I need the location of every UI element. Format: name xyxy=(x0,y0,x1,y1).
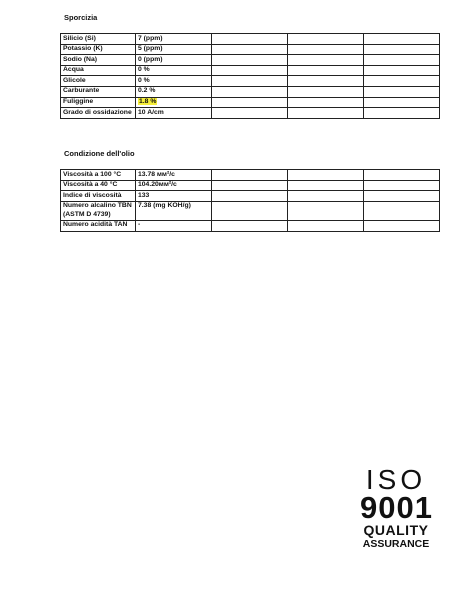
table-cell xyxy=(212,44,288,55)
table-cell xyxy=(364,65,440,76)
table-cell: 5 (ppm) xyxy=(136,44,212,55)
section-title-oil-condition: Condizione dell'olio xyxy=(64,149,135,158)
table-cell: 104.20мм²/с xyxy=(136,180,212,191)
table-cell xyxy=(364,191,440,202)
logo-iso-text: ISO xyxy=(365,464,427,495)
table-cell xyxy=(212,180,288,191)
table-cell: Fuliggine xyxy=(61,97,136,108)
table-row xyxy=(61,86,440,97)
highlighted-value: 1.8 % xyxy=(139,98,157,106)
table-row xyxy=(61,191,440,202)
table-cell xyxy=(288,55,364,66)
table-cell xyxy=(288,65,364,76)
table-cell xyxy=(288,86,364,97)
table-cell: 7 (ppm) xyxy=(136,34,212,45)
table-cell xyxy=(288,220,364,231)
table-cell xyxy=(212,65,288,76)
oil-condition-table xyxy=(60,169,440,232)
table-cell xyxy=(364,55,440,66)
table-row xyxy=(61,76,440,87)
table-cell: Silicio (Si) xyxy=(61,34,136,45)
table-cell xyxy=(364,180,440,191)
table-row xyxy=(61,55,440,66)
table-cell xyxy=(364,76,440,87)
table-cell xyxy=(136,97,212,108)
logo-assurance-text: ASSURANCE xyxy=(362,538,430,550)
table-cell: 0 (ppm) xyxy=(136,55,212,66)
table-cell xyxy=(212,76,288,87)
table-cell xyxy=(212,108,288,119)
table-cell xyxy=(364,86,440,97)
table-cell xyxy=(364,201,440,220)
table-cell: 10 A/cm xyxy=(136,108,212,119)
table-cell xyxy=(212,170,288,181)
table-cell: Sodio (Na) xyxy=(61,55,136,66)
table-cell xyxy=(288,201,364,220)
table-cell: 0 % xyxy=(136,76,212,87)
table-cell xyxy=(364,220,440,231)
logo-9001-text: 9001 xyxy=(360,490,433,525)
table-cell xyxy=(212,191,288,202)
table-cell xyxy=(288,170,364,181)
table-cell: Grado di ossidazione xyxy=(61,108,136,119)
table-cell: Numero acidità TAN xyxy=(61,220,136,231)
table-cell: 13.78 мм²/с xyxy=(136,170,212,181)
table-cell xyxy=(364,108,440,119)
table-cell: Viscosità a 100 °C xyxy=(61,170,136,181)
table-cell xyxy=(288,108,364,119)
table-cell xyxy=(212,220,288,231)
table-cell: Indice di viscosità xyxy=(61,191,136,202)
table-cell: 0.2 % xyxy=(136,86,212,97)
table-cell: Viscosità a 40 °C xyxy=(61,180,136,191)
table-cell xyxy=(364,170,440,181)
table-row xyxy=(61,180,440,191)
table-cell xyxy=(364,44,440,55)
table-row xyxy=(61,97,440,108)
table-cell: Glicole xyxy=(61,76,136,87)
table-cell xyxy=(364,34,440,45)
table-cell xyxy=(212,34,288,45)
table-cell: Carburante xyxy=(61,86,136,97)
table-cell xyxy=(288,97,364,108)
table-cell xyxy=(212,55,288,66)
table-row xyxy=(61,65,440,76)
table-cell xyxy=(364,97,440,108)
table-row xyxy=(61,201,440,220)
table-cell xyxy=(288,44,364,55)
table-cell xyxy=(288,191,364,202)
table-cell xyxy=(212,201,288,220)
logo-quality-text: QUALITY xyxy=(363,522,429,538)
table-cell xyxy=(288,76,364,87)
table-cell: 7.38 (mg KOH/g) xyxy=(136,201,212,220)
table-cell xyxy=(288,180,364,191)
table-cell: 0 % xyxy=(136,65,212,76)
table-cell: Numero alcalino TBN (ASTM D 4739) xyxy=(61,201,136,220)
table-cell: 133 xyxy=(136,191,212,202)
table-cell xyxy=(212,97,288,108)
table-row xyxy=(61,44,440,55)
dirt-table xyxy=(60,33,440,119)
table-row xyxy=(61,220,440,231)
table-row xyxy=(61,108,440,119)
table-row xyxy=(61,34,440,45)
table-cell xyxy=(288,34,364,45)
table-cell xyxy=(212,86,288,97)
table-cell: Potassio (K) xyxy=(61,44,136,55)
table-cell: - xyxy=(136,220,212,231)
section-title-dirt: Sporcizia xyxy=(64,13,98,22)
table-row xyxy=(61,170,440,181)
iso-9001-logo xyxy=(360,464,433,555)
table-cell: Acqua xyxy=(61,65,136,76)
